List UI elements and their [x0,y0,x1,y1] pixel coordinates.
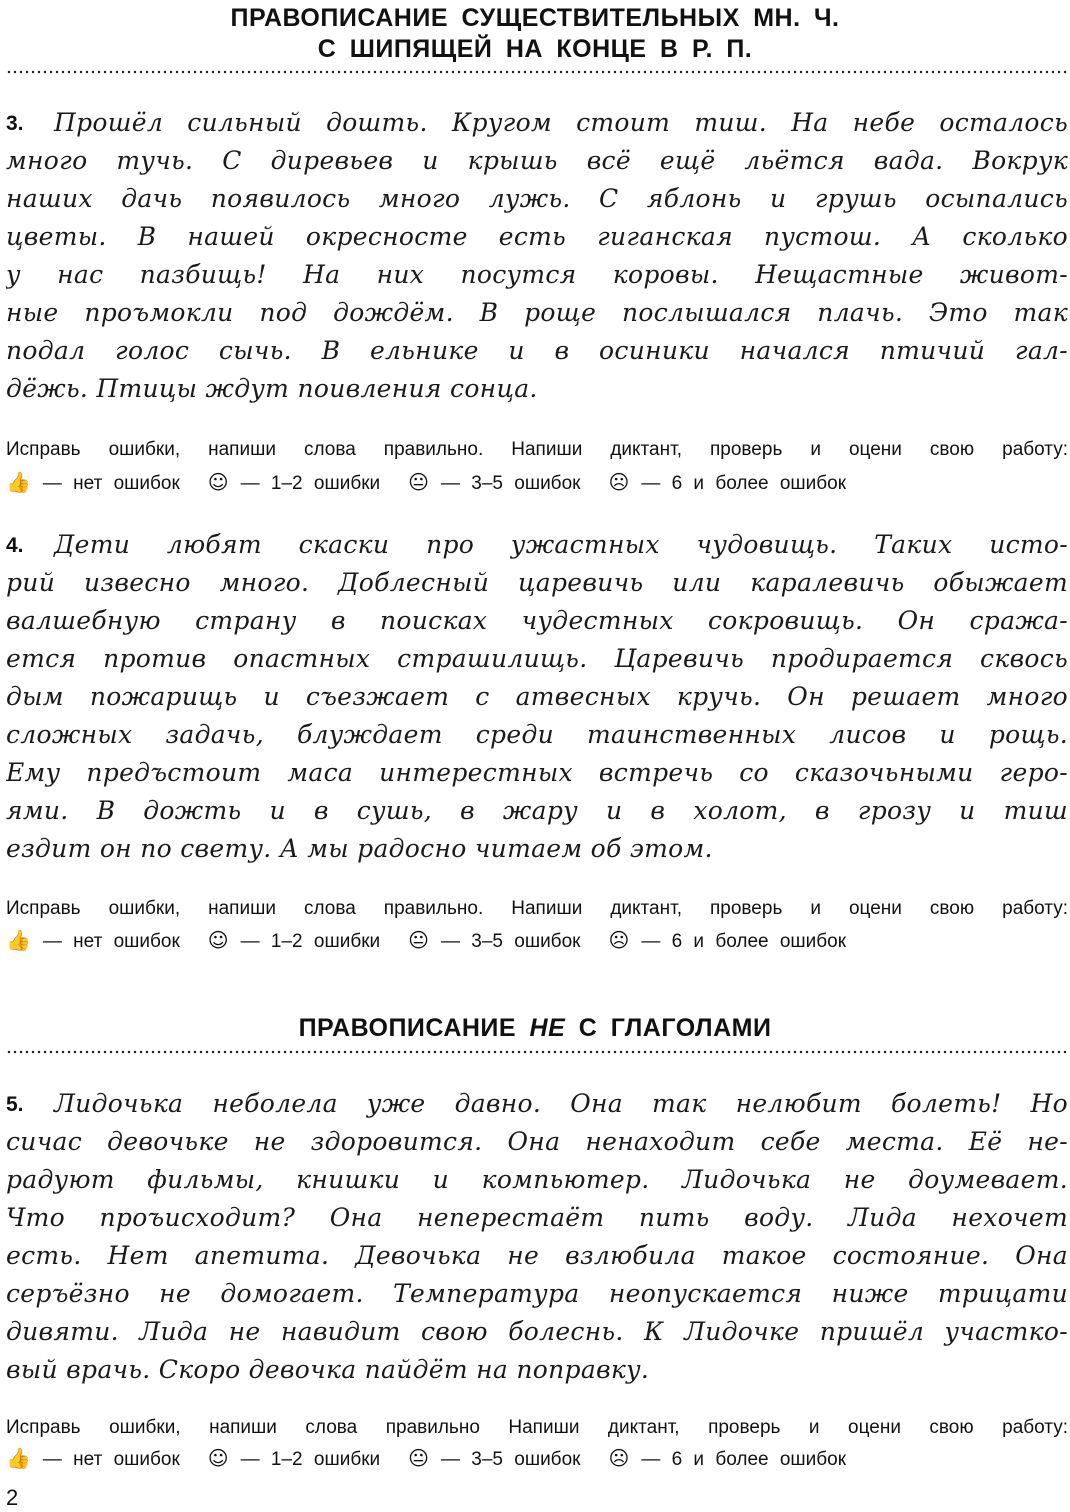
dotted-divider [6,70,1068,74]
smile-icon: ☺ [207,470,229,494]
page-number: 2 [6,1485,19,1510]
handwritten-line: дёжь. Птицы ждут поивления сонца. [6,374,538,403]
grade-label: — нет ошибок [42,1449,180,1470]
grade-item [408,1446,581,1470]
section-title-line1: ПРАВОПИСАНИЕ СУЩЕСТВИТЕЛЬНЫХ МН. Ч. [230,4,840,32]
handwritten-line: сложных задачь, блуждает среди таинственных лисов и рощь. [6,720,1068,749]
grade-item [608,928,847,952]
grade-label: — 1–2 ошибки [240,1449,381,1470]
grade-item [608,470,847,494]
grade-label: — 3–5 ошибок [441,931,581,952]
handwritten-line: ями. В дожть и в сушь, в жару и в холот, в грозу и тиш [6,796,1068,825]
grade-item [408,470,581,494]
exercise-number: 5. [6,1093,24,1116]
section-title-pre: ПРАВОПИСАНИЕ [298,1014,530,1042]
exercise-number: 3. [6,112,24,135]
section-title-post: С ГЛАГОЛАМИ [565,1014,772,1042]
handwritten-line: ездит он по свету. А мы радосно читаем об этом. [6,834,713,863]
exercise-5 [6,1085,1068,1389]
grade-label: — 6 и более ошибок [641,931,847,952]
grade-item [6,470,180,494]
grading-scale [6,1443,874,1474]
sad-face-icon: ☹ [608,1446,630,1470]
handwritten-line: Лидочька неболела уже давно. Она так нелюбит болеть! Но [54,1089,1068,1118]
handwritten-line: Что проъисходит? Она неперестаёт пить воду. Лида нехочет [6,1203,1068,1232]
grade-label: — 3–5 ошибок [441,1449,581,1470]
grade-item [6,1446,180,1470]
grade-item [207,470,381,494]
grading-scale [6,467,874,498]
section-title-em: НЕ [529,1014,566,1042]
handwritten-line: цветы. В нашей окресносте есть гиганская пустош. А сколько [6,222,1068,251]
section-title-line2: С ШИПЯЩЕЙ НА КОНЦЕ В Р. П. [317,35,753,63]
handwritten-line: Прошёл сильный дошть. Кругом стоит тиш. На небе осталось [54,108,1068,137]
grade-label: — нет ошибок [42,931,180,952]
smile-icon: ☺ [207,928,229,952]
handwritten-line: ные проъмокли под дождём. В роще послышался плачь. Это так [6,298,1068,327]
handwritten-line: рий извесно много. Доблесный царевичь или каралевичь обыжает [6,568,1068,597]
instruction-text: Исправь ошибки, напиши слова правильно. Напиши диктант, проверь и оцени свою работу: [6,898,1068,919]
exercise-number: 4. [6,534,24,557]
grade-label: — 1–2 ошибки [240,473,381,494]
smile-icon: ☺ [207,1446,229,1470]
grade-label: — нет ошибок [42,473,180,494]
thumbs-up-icon: 👍 [6,928,31,952]
exercise-4 [6,526,1068,868]
handwritten-line: дивяти. Лида не навидит свою болеснь. К Лидочке пришёл участко- [6,1317,1068,1346]
handwritten-line: дым пожарищь и съезжает с атвесных кручь. Он решает много [6,682,1068,711]
handwritten-line: у нас пазбищь! На них посутся коровы. Нещастные живот- [6,260,1068,289]
handwritten-line: радуют фильмы, книшки и компьютер. Лидочька не доумевает. [6,1165,1068,1194]
handwritten-line: сичас девочьке не здоровится. Она ненаходит себе места. Её не- [6,1127,1068,1156]
handwritten-line: подал голос сычь. В ельнике и в осиники начался птичий гал- [6,336,1068,365]
handwritten-line: валшебную страну в поисках чудестных сокровищь. Он сража- [6,606,1068,635]
grade-label: — 1–2 ошибки [240,931,381,952]
grade-label: — 6 и более ошибок [641,473,847,494]
instruction-text: Исправь ошибки, напиши слова правильно Напиши диктант, проверь и оцени свою работу: [6,1417,1068,1438]
grade-item [608,1446,847,1470]
sad-face-icon: ☹ [608,470,630,494]
grade-item [6,928,180,952]
handwritten-line: Ему предъстоит маса интерестных встречь со сказочьными геро- [6,758,1068,787]
section-title [0,1012,1070,1045]
sad-face-icon: ☹ [608,928,630,952]
thumbs-up-icon: 👍 [6,1446,31,1470]
handwritten-line: есть. Нет апетита. Девочька не взлюбила такое состояние. Она [6,1241,1068,1270]
instruction-text: Исправь ошибки, напиши слова правильно. Напиши диктант, проверь и оцени свою работу: [6,439,1068,460]
handwritten-line: вый врачь. Скоро девочка пайдёт на поправку. [6,1355,650,1384]
neutral-face-icon: 😐 [408,1446,429,1470]
grade-label: — 6 и более ошибок [641,1449,847,1470]
handwritten-line: много тучь. С диревьев и крышь всё ещё льётся вада. Вокрук [6,146,1068,175]
grade-item [408,928,581,952]
handwritten-line: серъёзно не домогает. Температура неопускается ниже трицати [6,1279,1068,1308]
grade-item [207,928,381,952]
exercise-3 [6,104,1068,408]
thumbs-up-icon: 👍 [6,470,31,494]
grade-item [207,1446,381,1470]
grading-scale [6,925,874,956]
handwritten-line: ется против опастных страшилищь. Царевичь продирается сквось [6,644,1068,673]
handwritten-line: наших дачь появилось много лужь. С яблонь и грушь осыпались [6,184,1068,213]
neutral-face-icon: 😐 [408,470,429,494]
grade-label: — 3–5 ошибок [441,473,581,494]
handwritten-line: Дети любят скаски про ужастных чудовищь. Таких исто- [54,530,1068,559]
neutral-face-icon: 😐 [408,928,429,952]
dotted-divider [6,1050,1068,1054]
